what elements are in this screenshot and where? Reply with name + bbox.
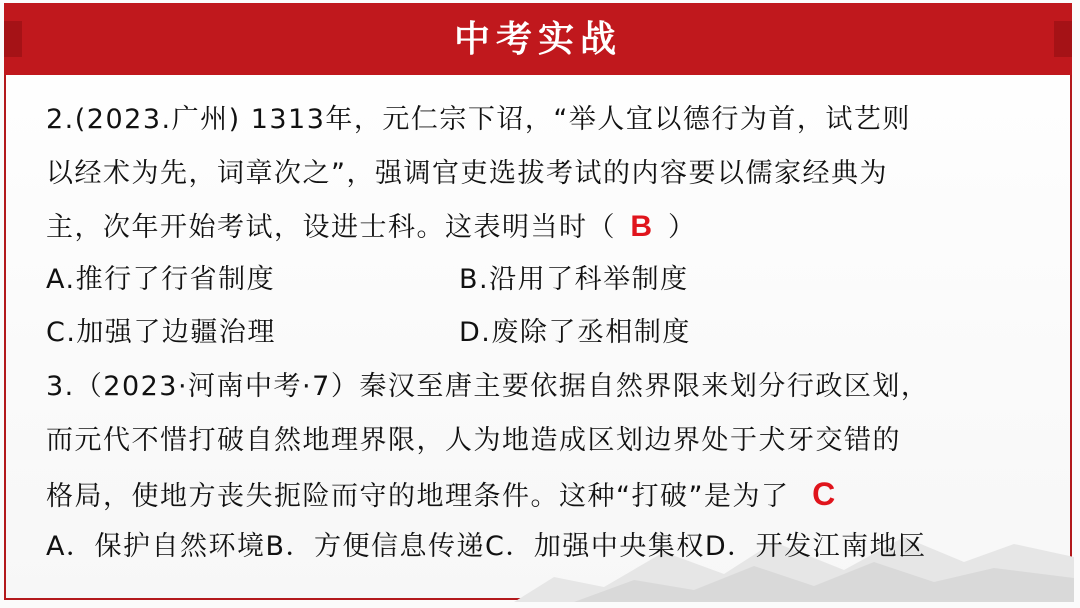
title-bar: [4, 3, 1072, 75]
q3-line-3: [46, 477, 859, 514]
q3-options: A．保护自然环境B．方便信息传递C．加强中央集权D．开发江南地区: [46, 531, 927, 562]
q3-answer: C: [812, 476, 837, 512]
q3-line-1: 3.（2023·河南中考·7）秦汉至唐主要依据自然界限来划分行政区划，: [46, 371, 930, 402]
q2-line-3-suffix: ）: [668, 212, 697, 243]
q2-option-d: D.废除了丞相制度: [459, 317, 691, 348]
q2-option-c: C.加强了边疆治理: [46, 317, 276, 348]
q2-line-3-prefix: 主，次年开始考试，设进士科。这表明当时（: [46, 212, 616, 243]
q2-option-b: B.沿用了科举制度: [459, 264, 689, 295]
q2-answer: B: [630, 210, 654, 243]
q2-line-1: 2.(2023.广州) 1313年，元仁宗下诏，“举人宜以德行为首，试艺则: [46, 104, 911, 135]
q2-option-a: A.推行了行省制度: [46, 264, 276, 295]
page-title: 中考实战: [453, 18, 622, 60]
q3-line-2: 而元代不惜打破自然地理界限，人为地造成区划边界处于犬牙交错的: [46, 425, 901, 456]
q2-line-3: [46, 210, 697, 245]
q2-line-2: 以经术为先，词章次之”，强调官吏选拔考试的内容要以儒家经典为: [46, 158, 888, 189]
q3-line-3-prefix: 格局，使地方丧失扼险而守的地理条件。这种“打破”是为了: [46, 481, 790, 512]
